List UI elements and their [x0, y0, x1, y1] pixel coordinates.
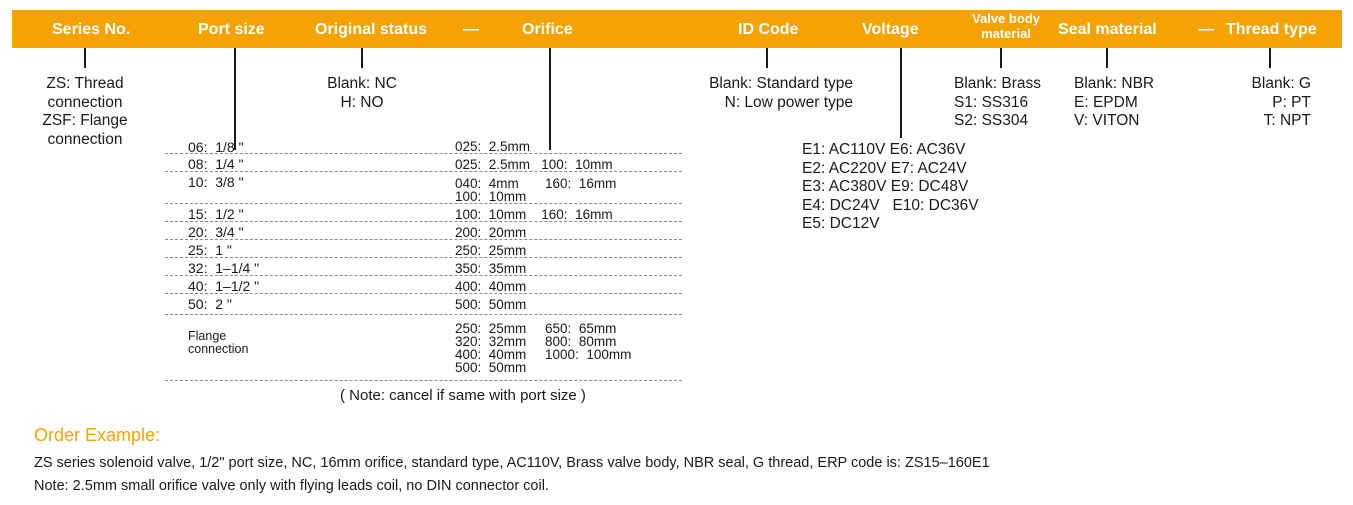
row-divider — [165, 203, 682, 204]
flange-orifice-line: 250: 25mm 650: 65mm — [455, 321, 617, 336]
header-valve-body-line2: material — [981, 26, 1031, 41]
header-port-size: Port size — [198, 21, 265, 38]
voltage-line: E3: AC380V E9: DC48V — [802, 178, 969, 195]
id-code-desc — [660, 75, 853, 112]
flange-orifice-line: 320: 32mm 800: 80mm — [455, 334, 617, 349]
thread-connector — [1269, 48, 1271, 68]
orifice-cell: 040: 4mm 160: 16mm — [455, 176, 617, 191]
row-divider — [165, 153, 682, 154]
orifice-cell: 200: 20mm — [455, 225, 527, 240]
row-divider — [165, 239, 682, 240]
status-desc — [300, 75, 424, 112]
thread-line: Blank: G — [1251, 75, 1311, 92]
port-cell: 15: 1/2 " — [188, 206, 244, 222]
row-divider — [165, 171, 682, 172]
voltage-line: E2: AC220V E7: AC24V — [802, 159, 967, 177]
seal-desc — [1074, 75, 1154, 131]
voltage-line: E1: AC110V E6: AC36V — [802, 141, 966, 158]
id-code-connector — [766, 48, 768, 68]
orifice-connector — [549, 48, 551, 150]
row-divider — [165, 314, 682, 315]
seal-line: E: EPDM — [1074, 93, 1138, 111]
id-code-line: N: Low power type — [724, 93, 853, 111]
header-series-no: Series No. — [52, 21, 131, 38]
status-line: H: NO — [340, 93, 384, 111]
orifice-cell: 025: 2.5mm 100: 10mm — [455, 157, 613, 172]
orifice-cell: 025: 2.5mm — [455, 139, 531, 154]
thread-line: P: PT — [1272, 93, 1311, 111]
order-example-title: Order Example: — [34, 425, 161, 445]
header-dash-2: — — [1198, 21, 1214, 38]
flange-orifice-line: 500: 50mm — [455, 360, 527, 375]
port-cell: 06: 1/8 " — [188, 139, 244, 155]
id-code-line: Blank: Standard type — [709, 75, 853, 92]
flange-label-line: connection — [188, 342, 249, 356]
seal-connector — [1106, 48, 1108, 68]
order-example-note: Note: 2.5mm small orifice valve only with flying leads coil, no DIN connector coil. — [34, 478, 549, 494]
voltage-desc — [802, 141, 979, 234]
series-line: ZSF: Flange — [42, 112, 128, 129]
valve-body-desc — [954, 75, 1041, 131]
valve-body-connector — [1000, 48, 1002, 68]
orifice-cell: 400: 40mm — [455, 279, 527, 294]
orifice-cell: 500: 50mm — [455, 297, 527, 312]
valve-body-line: S2: SS304 — [954, 112, 1029, 129]
header-seal-material: Seal material — [1058, 21, 1157, 38]
header-original-status: Original status — [315, 21, 428, 38]
status-connector — [361, 48, 363, 68]
order-example-line: ZS series solenoid valve, 1/2" port size, NC, 16mm orifice, standard type, AC110V, Brass valve body, NBR seal, G thread, ERP code is: ZS15–160E1 — [34, 455, 990, 471]
row-divider — [165, 293, 682, 294]
series-line: connection — [47, 93, 123, 111]
seal-line: Blank: NBR — [1074, 75, 1155, 92]
status-line: Blank: NC — [327, 75, 397, 92]
valve-body-line: S1: SS316 — [954, 93, 1029, 111]
port-cell: 08: 1/4 " — [188, 156, 244, 172]
voltage-line: E4: DC24V E10: DC36V — [802, 196, 979, 214]
header-valve-body-line1: Valve body — [972, 11, 1040, 26]
orifice-cell: 250: 25mm — [455, 243, 527, 258]
seal-line: V: VITON — [1074, 112, 1140, 129]
table-note: ( Note: cancel if same with port size ) — [340, 387, 586, 404]
flange-label-line: Flange — [188, 329, 227, 343]
series-desc — [22, 75, 148, 149]
port-size-connector — [234, 48, 236, 150]
port-cell: 50: 2 " — [188, 296, 232, 312]
port-cell: 20: 3/4 " — [188, 224, 244, 240]
orifice-cell: 100: 10mm 160: 16mm — [455, 207, 613, 222]
row-divider — [165, 221, 682, 222]
flange-orifice-line: 400: 40mm 1000: 100mm — [455, 347, 632, 362]
port-cell: 40: 1–1/2 " — [188, 278, 260, 294]
row-divider — [165, 257, 682, 258]
port-cell: 32: 1–1/4 " — [188, 260, 260, 276]
header-dash-1: — — [463, 21, 479, 38]
header-orifice: Orifice — [522, 21, 573, 38]
header-voltage: Voltage — [862, 21, 919, 38]
row-divider — [165, 275, 682, 276]
port-cell: 25: 1 " — [188, 242, 232, 258]
series-connector — [84, 48, 86, 68]
orifice-cell: 350: 35mm — [455, 261, 527, 276]
series-line: ZS: Thread — [46, 75, 124, 92]
flange-orifice — [455, 322, 631, 374]
valve-body-line: Blank: Brass — [954, 75, 1042, 92]
row-divider — [165, 380, 682, 381]
flange-label — [188, 330, 248, 356]
port-cell: 10: 3/8 " — [188, 174, 244, 190]
voltage-connector — [900, 48, 902, 138]
thread-line: T: NPT — [1263, 112, 1311, 129]
header-thread-type: Thread type — [1226, 21, 1317, 38]
header-id-code: ID Code — [738, 21, 799, 38]
thread-desc — [1200, 75, 1311, 131]
series-line: connection — [47, 130, 123, 148]
voltage-line: E5: DC12V — [802, 215, 880, 232]
orifice-cell: 100: 10mm — [455, 189, 527, 204]
